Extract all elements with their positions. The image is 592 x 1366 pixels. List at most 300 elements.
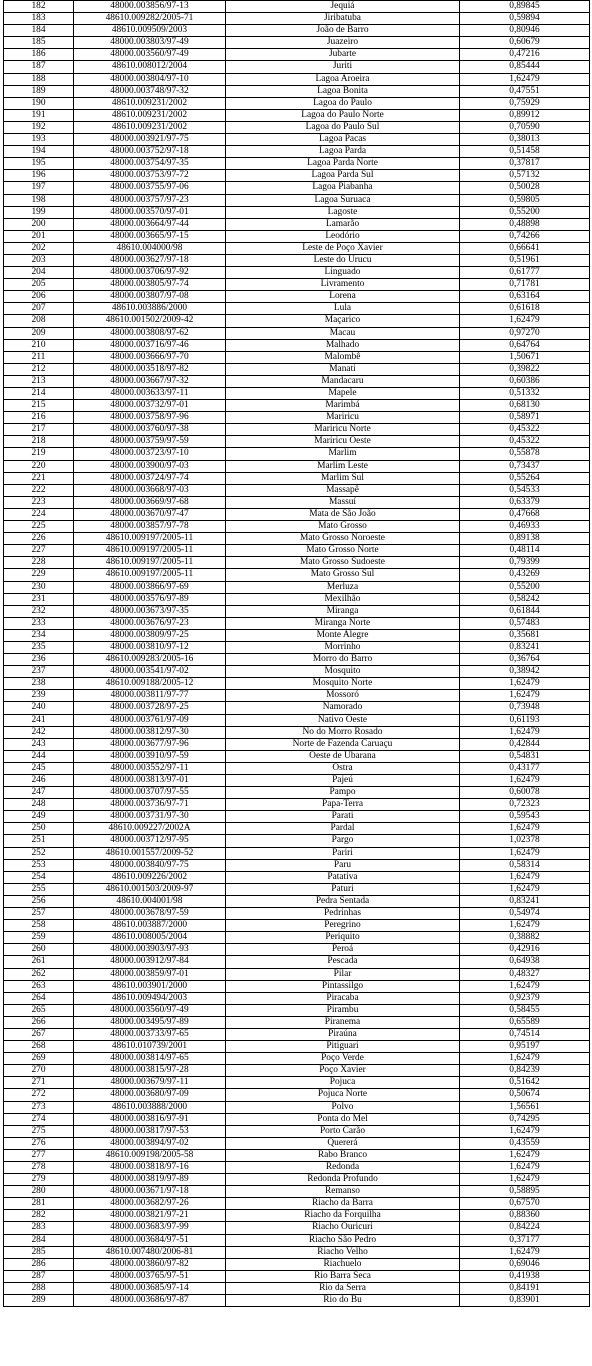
value-cell: 0,55200	[460, 206, 590, 218]
value-cell: 0,65589	[460, 1016, 590, 1028]
table-row	[4, 61, 590, 73]
table-row	[4, 521, 590, 533]
table-row	[4, 460, 590, 472]
row-number-cell: 242	[4, 726, 74, 738]
process-number-cell: 48000.003733/97-65	[74, 1028, 226, 1040]
value-cell: 0,66641	[460, 242, 590, 254]
row-number-cell: 262	[4, 968, 74, 980]
value-cell: 0,57483	[460, 617, 590, 629]
row-number-cell: 218	[4, 436, 74, 448]
table-row	[4, 859, 590, 871]
row-number-cell: 263	[4, 980, 74, 992]
process-number-cell: 48000.003716/97-46	[74, 339, 226, 351]
table-row	[4, 678, 590, 690]
process-number-cell: 48000.003812/97-30	[74, 726, 226, 738]
process-number-cell: 48000.003912/97-84	[74, 956, 226, 968]
field-name-cell: Pargo	[226, 835, 460, 847]
table-row	[4, 1246, 590, 1258]
process-number-cell: 48610.009197/2005-11	[74, 545, 226, 557]
process-number-cell: 48000.003682/97-26	[74, 1198, 226, 1210]
table-row	[4, 315, 590, 327]
table-row	[4, 908, 590, 920]
field-name-cell: Riacho da Barra	[226, 1198, 460, 1210]
field-name-cell: Lagoa do Paulo Norte	[226, 109, 460, 121]
process-number-cell: 48000.003541/97-02	[74, 666, 226, 678]
table-row	[4, 702, 590, 714]
field-name-cell: Ostra	[226, 762, 460, 774]
value-cell: 0,92379	[460, 992, 590, 1004]
table-row	[4, 1125, 590, 1137]
value-cell: 0,64938	[460, 956, 590, 968]
row-number-cell: 182	[4, 1, 74, 13]
row-number-cell: 208	[4, 315, 74, 327]
value-cell: 0,51332	[460, 388, 590, 400]
row-number-cell: 252	[4, 847, 74, 859]
value-cell: 0,38013	[460, 134, 590, 146]
field-name-cell: Jubarte	[226, 49, 460, 61]
row-number-cell: 201	[4, 230, 74, 242]
process-number-cell: 48000.003668/97-03	[74, 484, 226, 496]
value-cell: 0,57132	[460, 170, 590, 182]
table-row	[4, 1004, 590, 1016]
process-number-cell: 48000.003753/97-72	[74, 170, 226, 182]
row-number-cell: 241	[4, 714, 74, 726]
row-number-cell: 200	[4, 218, 74, 230]
row-number-cell: 272	[4, 1089, 74, 1101]
process-number-cell: 48000.003819/97-89	[74, 1174, 226, 1186]
value-cell: 0,70590	[460, 121, 590, 133]
row-number-cell: 191	[4, 109, 74, 121]
process-number-cell: 48000.003732/97-01	[74, 400, 226, 412]
table-row	[4, 799, 590, 811]
field-name-cell: Lagoa Piabanha	[226, 182, 460, 194]
value-cell: 0,80946	[460, 25, 590, 37]
field-name-cell: Parati	[226, 811, 460, 823]
table-row	[4, 569, 590, 581]
process-number-cell: 48000.003724/97-74	[74, 472, 226, 484]
table-row	[4, 279, 590, 291]
field-name-cell: Mato Grosso Sudoeste	[226, 557, 460, 569]
row-number-cell: 283	[4, 1222, 74, 1234]
value-cell: 0,45322	[460, 436, 590, 448]
row-number-cell: 206	[4, 291, 74, 303]
row-number-cell: 265	[4, 1004, 74, 1016]
row-number-cell: 224	[4, 508, 74, 520]
table-row	[4, 714, 590, 726]
row-number-cell: 285	[4, 1246, 74, 1258]
row-number-cell: 198	[4, 194, 74, 206]
row-number-cell: 277	[4, 1149, 74, 1161]
table-row	[4, 787, 590, 799]
value-cell: 0,37177	[460, 1234, 590, 1246]
row-number-cell: 264	[4, 992, 74, 1004]
value-cell: 0,73948	[460, 702, 590, 714]
table-row	[4, 339, 590, 351]
row-number-cell: 245	[4, 762, 74, 774]
row-number-cell: 236	[4, 654, 74, 666]
table-row	[4, 400, 590, 412]
value-cell: 0,38942	[460, 666, 590, 678]
process-number-cell: 48000.003859/97-01	[74, 968, 226, 980]
row-number-cell: 274	[4, 1113, 74, 1125]
value-cell: 0,55878	[460, 448, 590, 460]
table-row	[4, 388, 590, 400]
field-name-cell: Lagoa Parda Sul	[226, 170, 460, 182]
row-number-cell: 202	[4, 242, 74, 254]
process-number-cell: 48000.003840/97-75	[74, 859, 226, 871]
table-row	[4, 1053, 590, 1065]
value-cell: 0,41938	[460, 1270, 590, 1282]
table-row	[4, 436, 590, 448]
value-cell: 1,56561	[460, 1101, 590, 1113]
row-number-cell: 260	[4, 944, 74, 956]
field-name-cell: Miranga	[226, 605, 460, 617]
field-name-cell: Mandacaru	[226, 375, 460, 387]
value-cell: 1,62479	[460, 726, 590, 738]
process-number-cell: 48000.003686/97-87	[74, 1295, 226, 1307]
value-cell: 0,45322	[460, 424, 590, 436]
value-cell: 0,58895	[460, 1186, 590, 1198]
field-name-cell: Morrinho	[226, 641, 460, 653]
field-name-cell: Massuí	[226, 496, 460, 508]
row-number-cell: 186	[4, 49, 74, 61]
field-name-cell: Piraúna	[226, 1028, 460, 1040]
process-number-cell: 48000.003665/97-15	[74, 230, 226, 242]
process-number-cell: 48000.003803/97-49	[74, 37, 226, 49]
process-number-cell: 48610.009197/2005-11	[74, 557, 226, 569]
field-name-cell: Mexilhão	[226, 593, 460, 605]
table-row	[4, 291, 590, 303]
value-cell: 0,73437	[460, 460, 590, 472]
field-name-cell: Quererá	[226, 1137, 460, 1149]
value-cell: 0,61618	[460, 303, 590, 315]
table-row	[4, 968, 590, 980]
table-row	[4, 13, 590, 25]
row-number-cell: 211	[4, 351, 74, 363]
value-cell: 0,50028	[460, 182, 590, 194]
process-number-cell: 48000.003821/97-21	[74, 1210, 226, 1222]
value-cell: 0,36764	[460, 654, 590, 666]
field-name-cell: Pedrinhas	[226, 908, 460, 920]
field-name-cell: Pariri	[226, 847, 460, 859]
table-row	[4, 545, 590, 557]
value-cell: 0,37817	[460, 158, 590, 170]
value-cell: 0,74266	[460, 230, 590, 242]
process-number-cell: 48610.008012/2004	[74, 61, 226, 73]
row-number-cell: 234	[4, 629, 74, 641]
row-number-cell: 268	[4, 1041, 74, 1053]
row-number-cell: 210	[4, 339, 74, 351]
table-row	[4, 121, 590, 133]
table-row	[4, 1198, 590, 1210]
table-row	[4, 1065, 590, 1077]
value-cell: 1,62479	[460, 678, 590, 690]
field-name-cell: Riacho da Forquilha	[226, 1210, 460, 1222]
table-row	[4, 25, 590, 37]
value-cell: 0,60386	[460, 375, 590, 387]
process-number-cell: 48000.003804/97-10	[74, 73, 226, 85]
row-number-cell: 205	[4, 279, 74, 291]
field-name-cell: Rio do Bu	[226, 1295, 460, 1307]
field-name-cell: Linguado	[226, 267, 460, 279]
process-number-cell: 48000.003664/97-44	[74, 218, 226, 230]
process-number-cell: 48000.003758/97-96	[74, 412, 226, 424]
field-name-cell: Pilar	[226, 968, 460, 980]
table-row	[4, 1028, 590, 1040]
row-number-cell: 275	[4, 1125, 74, 1137]
table-row	[4, 1186, 590, 1198]
table-row	[4, 1101, 590, 1113]
value-cell: 0,63164	[460, 291, 590, 303]
process-number-cell: 48610.009197/2005-11	[74, 569, 226, 581]
process-number-cell: 48000.003755/97-06	[74, 182, 226, 194]
field-name-cell: João de Barro	[226, 25, 460, 37]
value-cell: 0,35681	[460, 629, 590, 641]
row-number-cell: 213	[4, 375, 74, 387]
value-cell: 0,63379	[460, 496, 590, 508]
field-name-cell: Malhado	[226, 339, 460, 351]
row-number-cell: 217	[4, 424, 74, 436]
value-cell: 0,95197	[460, 1041, 590, 1053]
row-number-cell: 253	[4, 859, 74, 871]
process-number-cell: 48000.003807/97-08	[74, 291, 226, 303]
process-number-cell: 48000.003673/97-35	[74, 605, 226, 617]
table-row	[4, 85, 590, 97]
process-number-cell: 48000.003731/97-30	[74, 811, 226, 823]
table-row	[4, 557, 590, 569]
process-number-cell: 48610.009231/2002	[74, 97, 226, 109]
value-cell: 1,50671	[460, 351, 590, 363]
row-number-cell: 194	[4, 146, 74, 158]
process-number-cell: 48000.003679/97-11	[74, 1077, 226, 1089]
process-number-cell: 48000.003560/97-49	[74, 49, 226, 61]
table-row	[4, 375, 590, 387]
row-number-cell: 280	[4, 1186, 74, 1198]
field-name-cell: Manati	[226, 363, 460, 375]
process-number-cell: 48000.003814/97-65	[74, 1053, 226, 1065]
row-number-cell: 221	[4, 472, 74, 484]
row-number-cell: 276	[4, 1137, 74, 1149]
value-cell: 1,62479	[460, 920, 590, 932]
row-number-cell: 238	[4, 678, 74, 690]
table-body	[4, 1, 590, 1307]
row-number-cell: 195	[4, 158, 74, 170]
row-number-cell: 255	[4, 883, 74, 895]
row-number-cell: 257	[4, 908, 74, 920]
process-number-cell: 48000.003706/97-92	[74, 267, 226, 279]
row-number-cell: 269	[4, 1053, 74, 1065]
value-cell: 0,43269	[460, 569, 590, 581]
table-row	[4, 49, 590, 61]
row-number-cell: 215	[4, 400, 74, 412]
process-number-cell: 48000.003723/97-10	[74, 448, 226, 460]
row-number-cell: 259	[4, 932, 74, 944]
field-name-cell: Lagoa Pacas	[226, 134, 460, 146]
process-number-cell: 48610.009188/2005-12	[74, 678, 226, 690]
table-row	[4, 1210, 590, 1222]
value-cell: 1,62479	[460, 1149, 590, 1161]
table-row	[4, 267, 590, 279]
process-number-cell: 48000.003678/97-59	[74, 908, 226, 920]
table-row	[4, 605, 590, 617]
field-name-cell: Pampo	[226, 787, 460, 799]
row-number-cell: 230	[4, 581, 74, 593]
field-name-cell: Morro do Barro	[226, 654, 460, 666]
field-name-cell: Pescada	[226, 956, 460, 968]
row-number-cell: 197	[4, 182, 74, 194]
row-number-cell: 216	[4, 412, 74, 424]
table-row	[4, 847, 590, 859]
field-name-cell: Rabo Branco	[226, 1149, 460, 1161]
row-number-cell: 237	[4, 666, 74, 678]
process-number-cell: 48610.009231/2002	[74, 121, 226, 133]
value-cell: 0,89912	[460, 109, 590, 121]
process-number-cell: 48610.009494/2003	[74, 992, 226, 1004]
row-number-cell: 223	[4, 496, 74, 508]
process-number-cell: 48000.003808/97-62	[74, 327, 226, 339]
process-number-cell: 48610.003886/2000	[74, 303, 226, 315]
value-cell: 0,59543	[460, 811, 590, 823]
table-row	[4, 158, 590, 170]
row-number-cell: 278	[4, 1162, 74, 1174]
table-row	[4, 37, 590, 49]
field-name-cell: Nativo Oeste	[226, 714, 460, 726]
value-cell: 0,84239	[460, 1065, 590, 1077]
table-row	[4, 823, 590, 835]
table-row	[4, 448, 590, 460]
row-number-cell: 267	[4, 1028, 74, 1040]
process-number-cell: 48610.003887/2000	[74, 920, 226, 932]
field-name-cell: Pajeú	[226, 775, 460, 787]
field-name-cell: Pirambu	[226, 1004, 460, 1016]
table-row	[4, 629, 590, 641]
value-cell: 0,74295	[460, 1113, 590, 1125]
field-name-cell: Piranema	[226, 1016, 460, 1028]
process-number-cell: 48610.008005/2004	[74, 932, 226, 944]
value-cell: 0,58971	[460, 412, 590, 424]
field-name-cell: Remanso	[226, 1186, 460, 1198]
table-row	[4, 1137, 590, 1149]
process-number-cell: 48000.003856/97-13	[74, 1, 226, 13]
row-number-cell: 187	[4, 61, 74, 73]
field-name-cell: Pitiguari	[226, 1041, 460, 1053]
row-number-cell: 196	[4, 170, 74, 182]
table-row	[4, 871, 590, 883]
table-row	[4, 327, 590, 339]
process-number-cell: 48000.003765/97-51	[74, 1270, 226, 1282]
row-number-cell: 214	[4, 388, 74, 400]
table-row	[4, 666, 590, 678]
field-name-cell: Mato Grosso	[226, 521, 460, 533]
process-number-cell: 48000.003736/97-71	[74, 799, 226, 811]
field-name-cell: Paturi	[226, 883, 460, 895]
row-number-cell: 228	[4, 557, 74, 569]
table-row	[4, 750, 590, 762]
value-cell: 1,62479	[460, 823, 590, 835]
value-cell: 0,84224	[460, 1222, 590, 1234]
value-cell: 0,43177	[460, 762, 590, 774]
value-cell: 0,54533	[460, 484, 590, 496]
value-cell: 1,62479	[460, 1125, 590, 1137]
value-cell: 1,62479	[460, 73, 590, 85]
process-number-cell: 48610.004001/98	[74, 895, 226, 907]
table-row	[4, 581, 590, 593]
process-number-cell: 48610.001503/2009-97	[74, 883, 226, 895]
row-number-cell: 226	[4, 533, 74, 545]
table-row	[4, 1, 590, 13]
field-name-cell: Rio Barra Seca	[226, 1270, 460, 1282]
table-row	[4, 920, 590, 932]
process-number-cell: 48000.003900/97-03	[74, 460, 226, 472]
field-name-cell: Lagoa Bonita	[226, 85, 460, 97]
row-number-cell: 193	[4, 134, 74, 146]
table-row	[4, 1258, 590, 1270]
row-number-cell: 281	[4, 1198, 74, 1210]
field-name-cell: Porto Carão	[226, 1125, 460, 1137]
value-cell: 0,42844	[460, 738, 590, 750]
field-name-cell: Riachuelo	[226, 1258, 460, 1270]
table-row	[4, 775, 590, 787]
row-number-cell: 185	[4, 37, 74, 49]
process-number-cell: 48610.009509/2003	[74, 25, 226, 37]
field-name-cell: Mosquito	[226, 666, 460, 678]
row-number-cell: 190	[4, 97, 74, 109]
field-name-cell: Lagoa do Paulo Sul	[226, 121, 460, 133]
field-name-cell: No do Morro Rosado	[226, 726, 460, 738]
field-name-cell: Lamarão	[226, 218, 460, 230]
table-row	[4, 424, 590, 436]
field-name-cell: Patativa	[226, 871, 460, 883]
value-cell: 0,89845	[460, 1, 590, 13]
value-cell: 0,55264	[460, 472, 590, 484]
row-number-cell: 250	[4, 823, 74, 835]
value-cell: 0,51642	[460, 1077, 590, 1089]
value-cell: 0,61193	[460, 714, 590, 726]
table-row	[4, 726, 590, 738]
row-number-cell: 199	[4, 206, 74, 218]
value-cell: 0,54831	[460, 750, 590, 762]
process-number-cell: 48610.009226/2002	[74, 871, 226, 883]
process-number-cell: 48000.003866/97-69	[74, 581, 226, 593]
field-name-cell: Piracaba	[226, 992, 460, 1004]
process-number-cell: 48610.003888/2000	[74, 1101, 226, 1113]
value-cell: 0,54974	[460, 908, 590, 920]
field-name-cell: Polvo	[226, 1101, 460, 1113]
process-number-cell: 48000.003633/97-11	[74, 388, 226, 400]
field-name-cell: Lagoa Suruaca	[226, 194, 460, 206]
table-row	[4, 1282, 590, 1294]
process-number-cell: 48000.003816/97-91	[74, 1113, 226, 1125]
row-number-cell: 189	[4, 85, 74, 97]
value-cell: 0,72323	[460, 799, 590, 811]
table-row	[4, 170, 590, 182]
value-cell: 1,02378	[460, 835, 590, 847]
process-number-cell: 48000.003815/97-28	[74, 1065, 226, 1077]
field-name-cell: Marlim	[226, 448, 460, 460]
process-number-cell: 48000.003683/97-99	[74, 1222, 226, 1234]
process-number-cell: 48000.003754/97-35	[74, 158, 226, 170]
field-name-cell: Rio da Serra	[226, 1282, 460, 1294]
process-number-cell: 48000.003671/97-18	[74, 1186, 226, 1198]
value-cell: 0,48114	[460, 545, 590, 557]
field-name-cell: Pedra Sentada	[226, 895, 460, 907]
row-number-cell: 279	[4, 1174, 74, 1186]
field-name-cell: Poço Verde	[226, 1053, 460, 1065]
field-name-cell: Massapê	[226, 484, 460, 496]
value-cell: 0,68130	[460, 400, 590, 412]
row-number-cell: 284	[4, 1234, 74, 1246]
table-row	[4, 412, 590, 424]
